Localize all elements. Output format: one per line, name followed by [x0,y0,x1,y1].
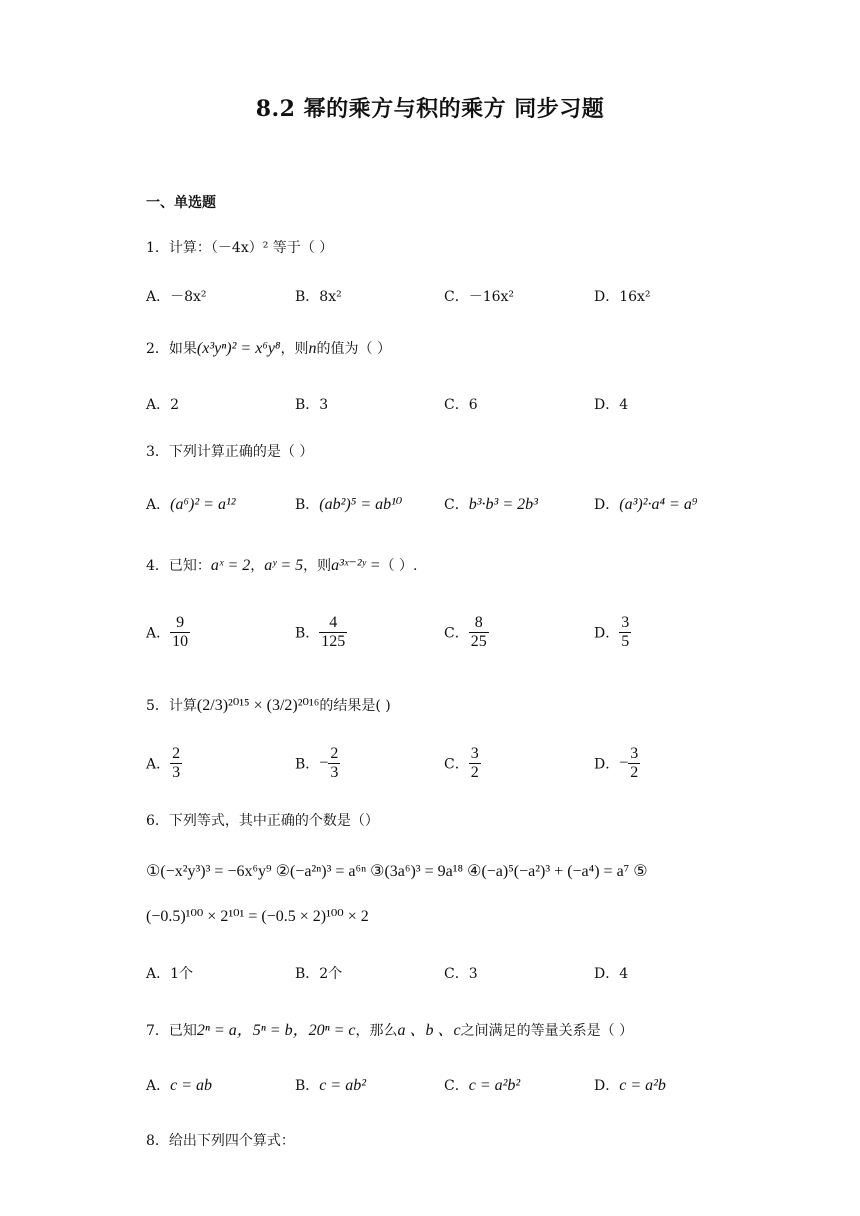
question-7-prefix: 7．已知 [146,1023,197,1039]
option-c [444,1075,520,1095]
question-4-stem [146,555,417,575]
option-b: B．2个 [295,966,343,982]
option-d: D．16x² [594,289,651,305]
option-d-label: D． [594,756,620,773]
denominator: 125 [321,633,346,650]
option-a-formula: c = ab [170,1077,213,1094]
option-d [594,1075,666,1095]
page-title: 8.2 幂的乘方与积的乘方 同步习题 [255,96,605,122]
option-b [295,745,340,782]
option-a-fraction [170,614,190,651]
option-c [444,494,538,514]
question-2-mid: ，则 [280,341,309,357]
numerator: 3 [621,614,630,631]
denominator: 5 [621,633,630,650]
denominator: 3 [172,764,181,781]
question-7-options [146,1075,766,1105]
question-7-mid: ，那么 [355,1023,398,1039]
option-d-fraction [619,614,631,651]
question-5-suffix: 的结果是( ) [319,698,391,714]
option-a [146,745,182,782]
question-7-variables: a 、b 、c [397,1022,461,1039]
question-4-options [146,614,766,658]
numerator: 2 [172,745,181,762]
option-c: C．－16x² [444,289,515,305]
option-c-label: C． [444,756,469,773]
option-d [594,745,640,782]
option-b-formula: (ab²)⁵ = ab¹⁰ [319,496,403,513]
question-2-variable: n [308,340,317,357]
option-b-label: B． [295,756,320,773]
option-d [594,614,631,651]
option-b-formula: c = ab² [319,1077,366,1094]
numerator: 4 [319,614,347,633]
denominator: 2 [470,764,479,781]
option-d: D．4 [594,397,629,413]
option-b [295,614,347,651]
question-4-given-2: aʸ = 5 [264,557,304,574]
option-d [594,494,697,514]
option-c-fraction [469,614,489,651]
option-a-label: A． [146,625,171,642]
option-b [295,1075,366,1095]
question-1-stem: 1．计算：（－4x）² 等于（ ） [146,240,334,256]
option-a: A．1个 [146,966,194,982]
option-d-label: D． [594,1078,620,1094]
option-c: C．6 [444,397,478,413]
option-c-formula: c = a²b² [468,1077,521,1094]
question-2-stem [146,338,391,358]
option-a [146,614,190,651]
option-d-formula: (a³)²·a⁴ = a⁹ [619,496,698,513]
question-2-options [146,394,766,424]
option-b: B．8x² [295,289,342,305]
option-a-fraction [170,745,182,782]
numerator: 9 [170,614,190,633]
option-b-label: B． [295,625,320,642]
option-b [295,494,402,514]
question-1-options [146,286,766,316]
option-a: A．－8x² [146,289,207,305]
denominator: 3 [330,764,339,781]
question-3-stem: 3．下列计算正确的是（ ） [146,444,314,460]
question-2-suffix: 的值为（ ） [316,341,391,357]
option-d-label: D． [594,625,620,642]
option-c [444,745,481,782]
option-a [146,1075,212,1095]
question-8-stem: 8．给出下列四个算式： [146,1133,295,1149]
numerator: 3 [630,745,639,762]
question-4-target: a³ˣ⁻²ʸ = [331,557,381,574]
option-d-fraction [628,745,640,782]
question-4-mid: ，则 [303,558,332,574]
option-a-label: A． [146,1078,171,1094]
option-c [444,614,489,651]
question-2-formula: (x³yⁿ)² = x⁶y⁸ [196,340,281,357]
question-4-prefix: 4．已知： [146,558,211,574]
option-c: C．3 [444,966,478,982]
option-a-formula: (a⁶)² = a¹² [170,496,236,513]
question-5-stem [146,695,391,715]
question-5-formula: (2/3)²⁰¹⁵ × (3/2)²⁰¹⁶ [196,697,320,714]
denominator: 25 [470,633,487,650]
sign: − [319,754,329,772]
option-d-formula: c = a²b [619,1077,666,1094]
question-7-suffix: 之间满足的等量关系是（ ） [460,1023,634,1039]
section-heading: 一、单选题 [146,195,216,211]
option-d: D．4 [594,966,629,982]
question-7-stem [146,1017,633,1040]
option-c-label: C． [444,625,469,642]
option-c-label: C． [444,497,469,513]
option-a [146,494,236,514]
question-6-statements-line-1: ①(−x²y³)³ = −6x⁶y⁹ ②(−a²ⁿ)³ = a⁶ⁿ ③(3a⁶)³ = 9a¹⁸ ④(−a)⁵(−a²)³ + (−a⁴) = a⁷ ⑤ [146,863,648,880]
option-b-fraction [319,614,347,651]
sign: − [619,754,629,772]
question-4-given-1: aˣ = 2 [210,557,251,574]
question-7-givens: 2ⁿ = a，5ⁿ = b，20ⁿ = c [196,1022,356,1039]
option-b-fraction [328,745,340,782]
option-b-label: B． [295,1078,320,1094]
option-b-label: B． [295,497,320,513]
option-a: A．2 [146,397,180,413]
question-2-prefix: 2．如果 [146,341,197,357]
denominator: 10 [172,633,189,650]
question-6-options [146,963,766,993]
option-c-formula: b³·b³ = 2b³ [468,496,538,513]
question-6-stem: 6．下列等式，其中正确的个数是（） [146,813,379,829]
numerator: 2 [330,745,339,762]
question-3-options [146,494,766,524]
option-a-label: A． [146,756,171,773]
option-a-label: A． [146,497,171,513]
question-4-separator: ， [250,558,265,574]
question-6-statements-line-2: (−0.5)¹⁰⁰ × 2¹⁰¹ = (−0.5 × 2)¹⁰⁰ × 2 [146,908,369,925]
question-4-suffix: （ ）. [380,558,418,574]
option-b: B．3 [295,397,329,413]
option-c-fraction [469,745,481,782]
numerator: 3 [470,745,479,762]
option-d-label: D． [594,497,620,513]
option-c-label: C． [444,1078,469,1094]
numerator: 8 [469,614,489,633]
denominator: 2 [630,764,639,781]
question-5-options [146,745,766,789]
question-5-prefix: 5．计算 [146,698,197,714]
